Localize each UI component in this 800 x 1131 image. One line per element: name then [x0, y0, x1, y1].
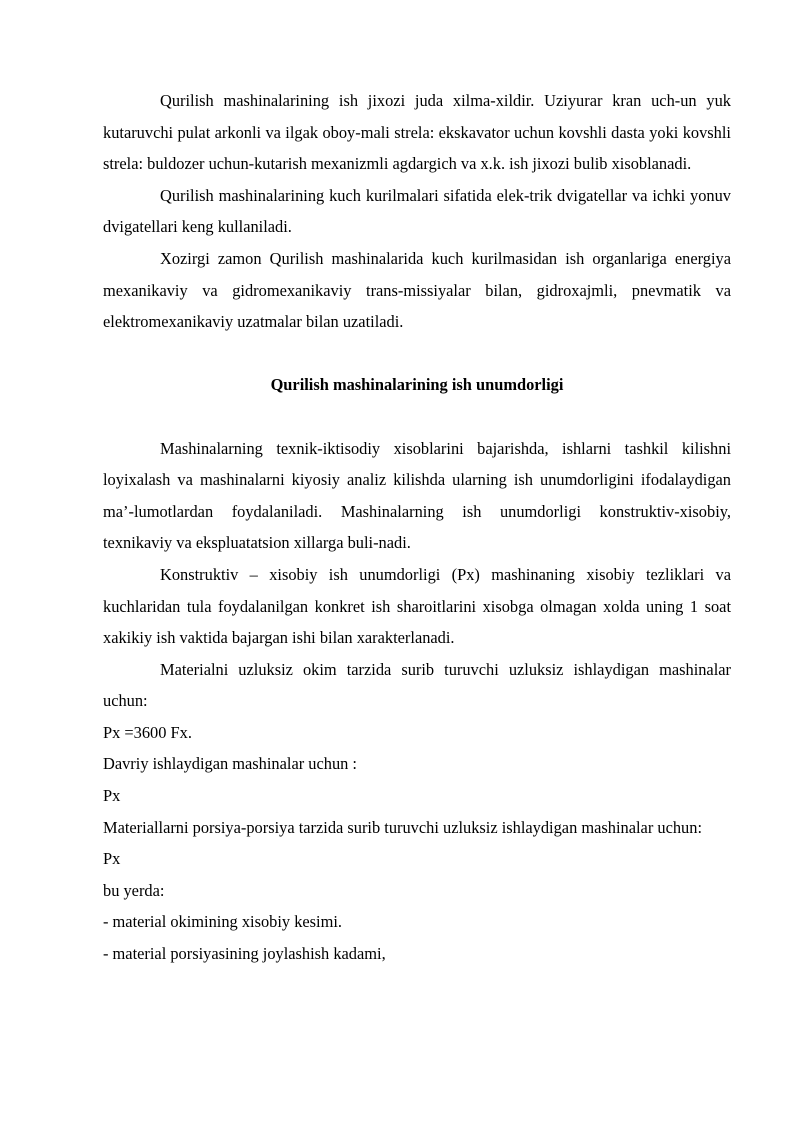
paragraph-constructive-productivity: Konstruktiv – xisobiy ish unumdorligi (Px) mashinaning xisobiy tezliklari va kuchlaridan tula foydalanilgan konkret ish sharoitlarini xisobga olmagan xolda uning 1 soat xakikiy ish vaktida bajargan ishi bilan xarakterlanadi. [103, 564, 731, 648]
formula-portion: Px [103, 849, 121, 869]
paragraph-transmissions: Xozirgi zamon Qurilish mashinalarida kuch kurilmasidan ish organlariga energiya mexanikaviy va gidromexanikaviy trans-missiyalar bilan, gidroxajmli, pnevmatik va elektromexanikaviy uzatmalar bilan uzatiladi. [103, 248, 731, 332]
document-body [103, 85, 731, 970]
formula-continuous: Px =3600 Fx. [103, 722, 192, 742]
paragraph-power-units: Qurilish mashinalarining kuch kurilmalari sifatida elek-trik dvigatellar va ichki yonuv dvigatellari keng kullaniladi. [103, 185, 731, 237]
periodic-machines-label: Davriy ishlaydigan mashinalar uchun : [103, 754, 357, 774]
where-label: bu yerda: [103, 880, 165, 900]
paragraph-productivity-intro: Mashinalarning texnik-iktisodiy xisoblarini bajarishda, ishlarni tashkil kilishni loyixalash va mashinalarni kiyosiy analiz kilishda ularning ish unumdorligini ifodalaydigan ma’-lumotlardan foydalaniladi. Mashinalarning ish unumdorligi konstruktiv-xisobiy, texnikaviy va ekspluatatsion xillarga buli-nadi. [103, 438, 731, 553]
formula-periodic: Px [103, 786, 121, 806]
definition-portion-step: - material porsiyasining joylashish kadami, [103, 944, 386, 964]
section-heading: Qurilish mashinalarining ish unumdorligi [270, 375, 564, 395]
definition-flow-section: - material okimining xisobiy kesimi. [103, 912, 343, 932]
portion-machines-label: Materiallarni porsiya-porsiya tarzida surib turuvchi uzluksiz ishlaydigan mashinalar uchun: [103, 817, 702, 837]
paragraph-continuous-machines: Materialni uzluksiz okim tarzida surib turuvchi uzluksiz ishlaydigan mashinalar uchun: [103, 659, 731, 711]
paragraph-work-equipment: Qurilish mashinalarining ish jixozi juda xilma-xildir. Uziyurar kran uch-un yuk kutaruvchi pulat arkonli va ilgak oboy-mali strela: ekskavator uchun kovshli dasta yoki kovshli strela: buldozer uchun-kutarish mexanizmli agdargich va x.k. ish jixozi bulib xisoblanadi. [103, 91, 731, 174]
